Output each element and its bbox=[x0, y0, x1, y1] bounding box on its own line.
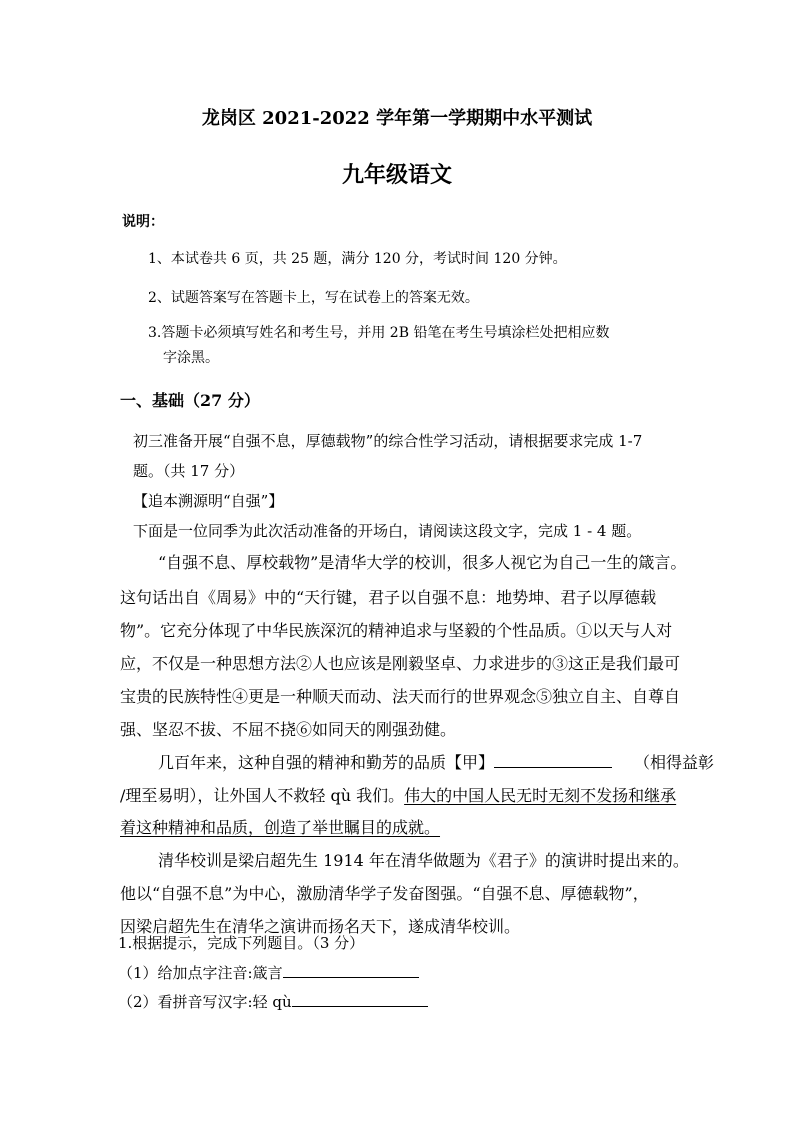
exam-subject: 九年级语文 bbox=[341, 162, 452, 188]
question-1-2 bbox=[118, 991, 428, 1012]
underlined-sentence-cont: 着这种精神和品质，创造了举世瞩目的成就。 bbox=[120, 818, 441, 837]
passage-line: 清华校训是梁启超先生 1914 年在清华做题为《君子》的演讲时提出来的。 bbox=[158, 851, 689, 870]
answer-blank[interactable] bbox=[292, 992, 428, 1007]
passage-text: 几百年来，这种自强的精神和勤芳的品质【甲】 bbox=[158, 753, 495, 772]
passage-line: 强、坚忍不拔、不屈不挠⑥如同天的刚强劲健。 bbox=[120, 720, 457, 739]
question-1-1 bbox=[118, 962, 419, 983]
section-intro: 初三准备开展“自强不息，厚德载物”的综合性学习活动，请根据要求完成 1-7 bbox=[133, 432, 643, 450]
instructions-heading: 说明： bbox=[122, 214, 164, 230]
passage-line: 他以“自强不息”为中心，激励清华学子发奋图强。“自强不息、厚德载物”， bbox=[120, 884, 649, 903]
answer-blank-jia[interactable] bbox=[494, 753, 612, 768]
underlined-sentence: 伟大的中国人民无时无刻不发扬和继承 bbox=[404, 786, 677, 805]
question-text: （1）给加点字注音:箴言 bbox=[118, 964, 283, 982]
passage-line: 因梁启超先生在清华之演讲而扬名天下，遂成清华校训。 bbox=[120, 917, 521, 936]
exam-title: 龙岗区 2021-2022 学年第一学期期中水平测试 bbox=[201, 108, 593, 129]
question-1: 1.根据提示，完成下列题目。（3 分） bbox=[118, 934, 365, 952]
reading-instruction: 下面是一位同季为此次活动准备的开场白，请阅读这段文字，完成 1 - 4 题。 bbox=[133, 522, 642, 540]
instruction-item-3-cont: 字涂黑。 bbox=[163, 350, 219, 366]
passage-line bbox=[158, 750, 714, 773]
instruction-item-3: 3.答题卡必须填写姓名和考生号，并用 2B 铅笔在考生号填涂栏处把相应数 bbox=[148, 325, 610, 341]
passage-line bbox=[120, 783, 676, 806]
question-text: （2）看拼音写汉字:轻 qù bbox=[118, 993, 292, 1011]
passage-line: 这句话出自《周易》中的“天行键，君子以自强不息：地势坤、君子以厚德载 bbox=[120, 588, 657, 607]
passage-text: （相得益彰 bbox=[634, 753, 715, 772]
instruction-item-2: 2、试题答案写在答题卡上，写在试卷上的答案无效。 bbox=[148, 290, 479, 306]
instruction-item-1: 1、本试卷共 6 页，共 25 题，满分 120 分，考试时间 120 分钟。 bbox=[148, 251, 567, 267]
section-heading: 一、基础（27 分） bbox=[120, 391, 260, 410]
passage-line: 物”。它充分体现了中华民族深沉的精神追求与坚毅的个性品质。①以天与人对 bbox=[120, 621, 673, 640]
topic-heading: 【追本溯源明“自强”】 bbox=[133, 492, 284, 510]
section-intro-cont: 题。（共 17 分） bbox=[133, 462, 245, 480]
passage-line: 应，不仅是一种思想方法②人也应该是刚毅坚卓、力求进步的③这正是我们最可 bbox=[120, 654, 681, 673]
passage-text: /理至易明），让外国人不救轻 qù 我们。 bbox=[120, 786, 405, 805]
passage-line: 宝贵的民族特性④更是一种顺天而动、法天而行的世界观念⑤独立自主、自尊自 bbox=[120, 687, 681, 706]
answer-blank[interactable] bbox=[283, 963, 419, 978]
passage-line: “自强不息、厚校载物”是清华大学的校训，很多人视它为自己一生的箴言。 bbox=[158, 553, 687, 572]
